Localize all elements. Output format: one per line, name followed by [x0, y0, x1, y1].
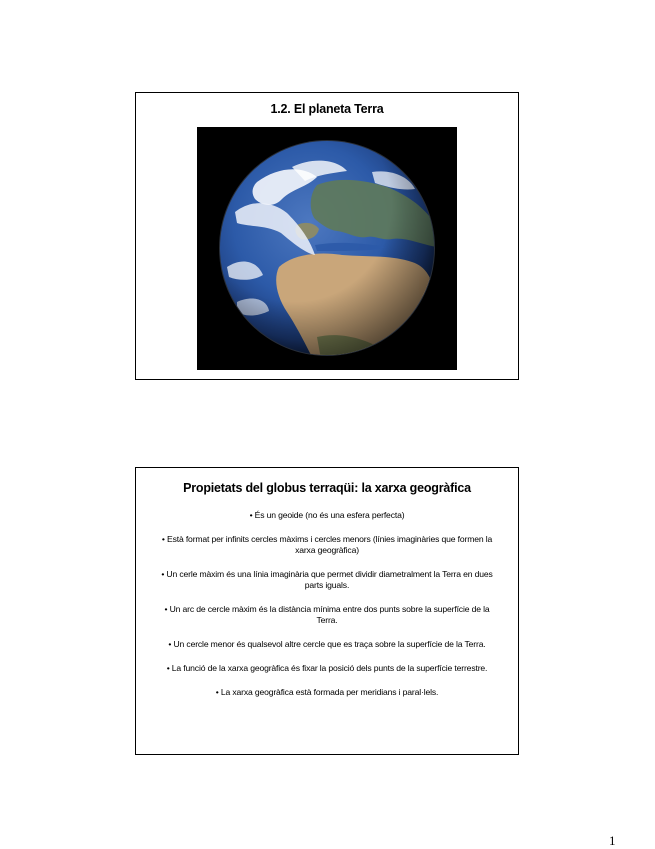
bullet-item: • Un arc de cercle màxim és la distància mínima entre dos punts sobre la superfície de la Terra. [164, 604, 490, 625]
slide-geographic-grid [135, 467, 519, 755]
bullet-item: • És un geoide (no és una esfera perfecta) [249, 510, 405, 520]
bullet-item: • La xarxa geogràfica està formada per meridians i paral·lels. [215, 687, 439, 697]
page-number: 1 [609, 833, 616, 848]
slide-title: Propietats del globus terraqüi: la xarxa geogràfica [183, 481, 471, 495]
slide-planet-earth [135, 92, 519, 380]
bullet-item: • Està format per infinits cercles màxims i cercles menors (línies imaginàries que formen la xarxa geogràfica) [161, 534, 493, 555]
earth-globe-icon [197, 127, 457, 370]
bullet-item: • Un cerle màxim és una línia imaginària que permet dividir diametralment la Terra en dues parts iguals. [161, 569, 493, 590]
bullet-item: • La funció de la xarxa geogràfica és fixar la posició dels punts de la superfície terrestre. [166, 663, 488, 673]
bullet-list [136, 510, 518, 698]
slide-title: 1.2. El planeta Terra [270, 102, 384, 116]
bullet-item: • Un cercle menor és qualsevol altre cercle que es traça sobre la superfície de la Terra. [168, 639, 486, 649]
earth-globe-image [197, 127, 457, 370]
